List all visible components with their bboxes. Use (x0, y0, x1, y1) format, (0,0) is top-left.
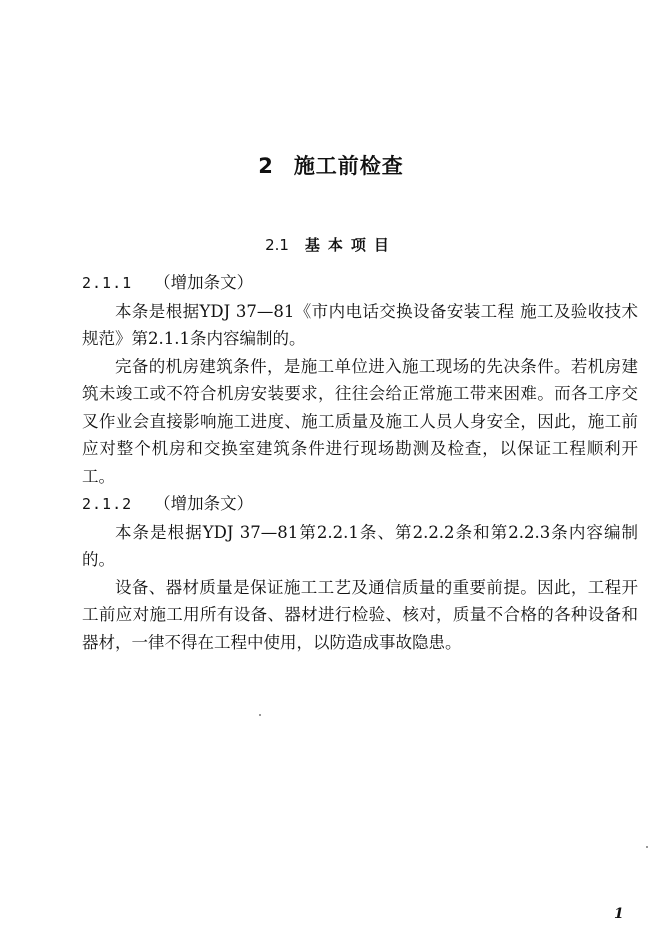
clause-note: （增加条文） (154, 273, 254, 292)
chapter-title (0, 150, 662, 180)
chapter-number: 2 (258, 154, 274, 178)
clause-paragraph: 本条是根据YDJ 37—81第2.2.1条、第2.2.2条和第2.2.3条内容编制的。 (82, 522, 638, 569)
section-number: 2.1 (265, 236, 289, 254)
clause-number: 2.1.1 (82, 274, 133, 292)
clause-heading (82, 269, 638, 298)
clause-heading (82, 490, 638, 519)
section-title-text: 基本项目 (304, 236, 397, 254)
scan-speck (259, 714, 261, 716)
clause-paragraph: 完备的机房建筑条件，是施工单位进入施工现场的先决条件。若机房建筑未竣工或不符合机房安装要求，往往会给正常施工带来困难。而各工序交叉作业会直接影响施工进度、施工质量及施工人员人身安全，因此，施工前应对整个机房和交换室建筑条件进行现场勘测及检查，以保证工程顺利开工。 (82, 356, 638, 486)
scan-speck (646, 846, 648, 848)
clause-paragraph: 设备、器材质量是保证施工工艺及通信质量的重要前提。因此，工程开工前应对施工用所有设备、器材进行检验、核对，质量不合格的各种设备和器材，一律不得在工程中使用，以防造成事故隐患。 (82, 577, 638, 652)
clause-paragraph: 本条是根据YDJ 37—81《市内电话交换设备安装工程 施工及验收技术规范》第2.1.1条内容编制的。 (82, 301, 638, 348)
clause-2-1-2 (82, 490, 638, 656)
clause-2-1-1 (82, 269, 638, 490)
clause-number: 2.1.2 (82, 495, 133, 513)
chapter-title-text: 施工前检查 (293, 154, 404, 178)
page-number: 1 (614, 906, 624, 922)
clause-note: （增加条文） (154, 494, 254, 513)
body-text (82, 269, 638, 656)
section-title (0, 234, 662, 255)
